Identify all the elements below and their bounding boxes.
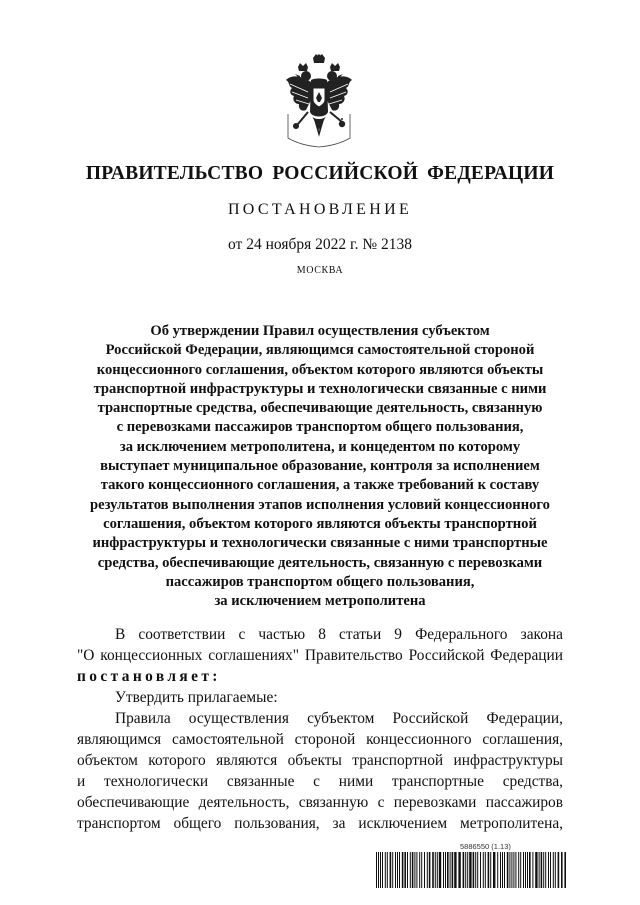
document-subject-heading (60, 322, 580, 611)
barcode-icon (376, 852, 566, 888)
subject-line: инфраструктуры и технологически связанные с ними транспортные (92, 535, 548, 552)
decree-word (77, 666, 563, 687)
subject-line: выступает муниципальное образование, контроля за исполнением (100, 458, 540, 475)
barcode-label: 5886550 (1.13) (460, 842, 511, 851)
body-line: транспортом общего пользования, за исключением метрополитена, (77, 815, 563, 832)
document-date-number: от 24 ноября 2022 г. № 2138 (228, 236, 412, 253)
body-line: В соответствии с частью 8 статьи 9 Федерального закона (115, 626, 563, 643)
subject-line: за исключением метрополитена, и концедентом по которому (119, 438, 521, 455)
subject-line: Об утверждении Правил осуществления субъектом (150, 323, 490, 339)
state-emblem-icon (284, 54, 354, 148)
decree-word-text: постановляет: (77, 668, 221, 685)
body-line: объектом которого являются объекты транспортной инфраструктуры (77, 752, 563, 769)
subject-line: такого концессионного соглашения, а также требований к составу (100, 477, 540, 494)
subject-line: пассажиров транспортом общего пользования, (165, 573, 475, 590)
subject-line: концессионного соглашения, объектом которого являются объекты (96, 361, 544, 378)
document-body (77, 624, 563, 834)
subject-line: транспортные средства, обеспечивающие деятельность, связанную (97, 400, 543, 417)
subject-line: с перевозками пассажиров транспортом общего пользования, (116, 419, 524, 436)
document-type: ПОСТАНОВЛЕНИЕ (227, 201, 413, 218)
subject-line: за исключением метрополитена (214, 593, 426, 610)
body-line: Утвердить прилагаемые: (115, 689, 278, 706)
body-line: и технологически связанные с ними транспортные средства, (77, 773, 563, 790)
subject-line: транспортной инфраструктуры и технологически связанные с ними (93, 380, 547, 397)
body-line: обеспечивающие деятельность, связанную с перевозками пассажиров (77, 794, 563, 811)
subject-line: результатов выполнения этапов исполнения условий концессионного (90, 496, 550, 513)
document-city: МОСКВА (296, 265, 344, 276)
body-line: являющимся самостоятельной стороной концессионного соглашения, (77, 731, 563, 748)
government-title: ПРАВИТЕЛЬСТВО РОССИЙСКОЙ ФЕДЕРАЦИИ (85, 163, 555, 184)
body-line: "О концессионных соглашениях" Правительство Российской Федерации (77, 647, 563, 664)
subject-line: соглашения, объектом которого являются объекты транспортной (103, 515, 537, 532)
body-line: Правила осуществления субъектом Российской Федерации, (115, 710, 563, 727)
subject-line: Российской Федерации, являющимся самостоятельной стороной (105, 342, 535, 359)
subject-line: средства, обеспечивающие деятельность, связанную с перевозками (97, 554, 543, 571)
